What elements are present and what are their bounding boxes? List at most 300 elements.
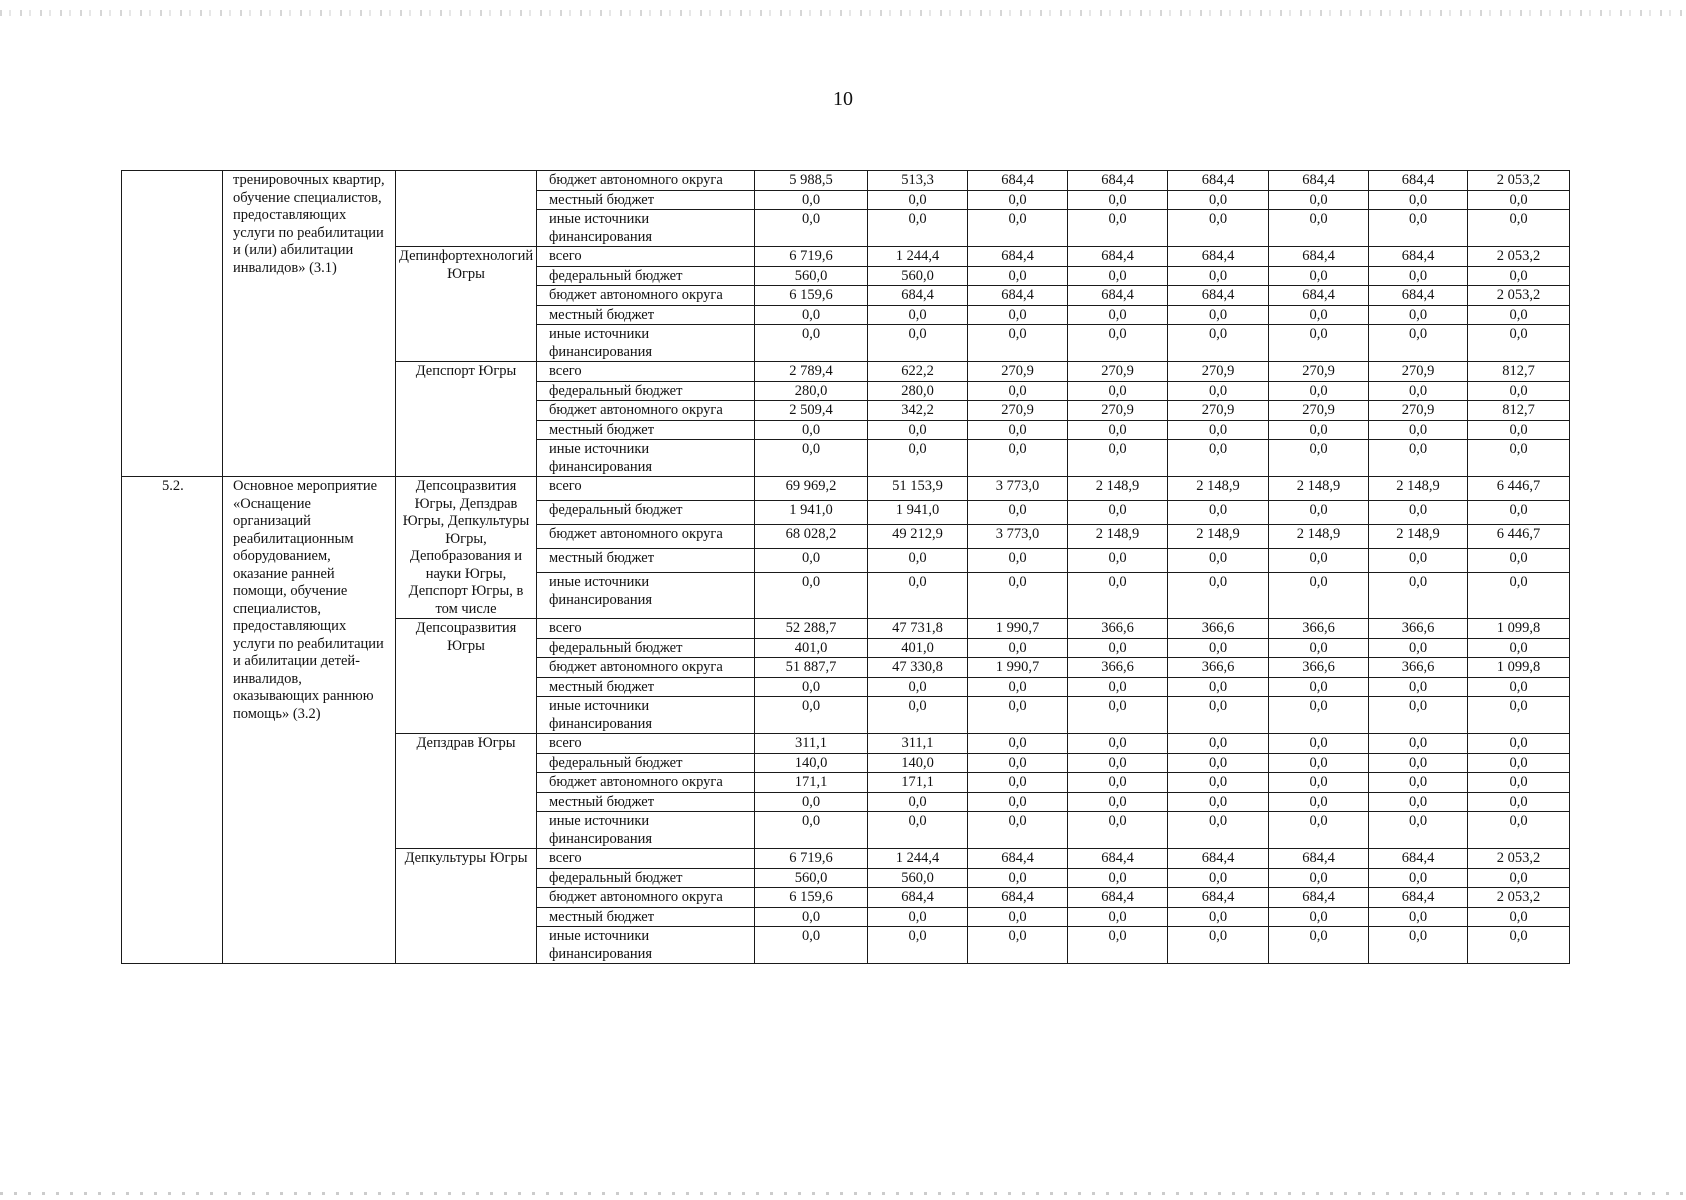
amount-cell: 684,4 — [1168, 247, 1269, 267]
amount-cell: 6 446,7 — [1468, 477, 1570, 501]
funding-source-cell: федеральный бюджет — [537, 638, 755, 658]
amount-cell: 0,0 — [1168, 773, 1269, 793]
amount-cell: 0,0 — [868, 305, 968, 325]
amount-cell: 684,4 — [1068, 171, 1168, 191]
amount-cell: 311,1 — [868, 734, 968, 754]
amount-cell: 140,0 — [868, 753, 968, 773]
amount-cell: 280,0 — [755, 381, 868, 401]
amount-cell: 0,0 — [1468, 440, 1570, 477]
amount-cell: 0,0 — [1068, 440, 1168, 477]
amount-cell: 0,0 — [755, 210, 868, 247]
funding-source-cell: всего — [537, 477, 755, 501]
amount-cell: 0,0 — [1168, 501, 1269, 525]
amount-cell: 2 148,9 — [1068, 525, 1168, 549]
amount-cell: 0,0 — [968, 677, 1068, 697]
amount-cell: 513,3 — [868, 171, 968, 191]
amount-cell: 270,9 — [1068, 362, 1168, 382]
amount-cell: 0,0 — [1369, 266, 1468, 286]
amount-cell: 1 099,8 — [1468, 658, 1570, 678]
amount-cell: 0,0 — [1068, 266, 1168, 286]
amount-cell: 0,0 — [968, 812, 1068, 849]
amount-cell: 0,0 — [1068, 573, 1168, 619]
amount-cell: 0,0 — [1468, 381, 1570, 401]
amount-cell: 684,4 — [1068, 849, 1168, 869]
amount-cell: 0,0 — [868, 907, 968, 927]
amount-cell: 0,0 — [755, 305, 868, 325]
amount-cell: 171,1 — [868, 773, 968, 793]
amount-cell: 0,0 — [1068, 927, 1168, 964]
amount-cell: 622,2 — [868, 362, 968, 382]
amount-cell: 684,4 — [1269, 247, 1369, 267]
amount-cell: 0,0 — [1468, 677, 1570, 697]
amount-cell: 0,0 — [1468, 697, 1570, 734]
amount-cell: 0,0 — [868, 549, 968, 573]
amount-cell: 0,0 — [1068, 792, 1168, 812]
amount-cell: 52 288,7 — [755, 619, 868, 639]
amount-cell: 2 148,9 — [1168, 525, 1269, 549]
amount-cell: 684,4 — [968, 888, 1068, 908]
amount-cell: 684,4 — [1068, 888, 1168, 908]
amount-cell: 0,0 — [1369, 549, 1468, 573]
funding-source-cell: бюджет автономного округа — [537, 888, 755, 908]
amount-cell: 0,0 — [868, 190, 968, 210]
amount-cell: 280,0 — [868, 381, 968, 401]
amount-cell: 0,0 — [1369, 420, 1468, 440]
amount-cell: 0,0 — [968, 697, 1068, 734]
amount-cell: 270,9 — [1168, 401, 1269, 421]
amount-cell: 0,0 — [968, 868, 1068, 888]
amount-cell: 0,0 — [968, 753, 1068, 773]
amount-cell: 0,0 — [1068, 638, 1168, 658]
amount-cell: 0,0 — [1168, 812, 1269, 849]
amount-cell: 0,0 — [1468, 325, 1570, 362]
amount-cell: 270,9 — [1269, 362, 1369, 382]
amount-cell: 0,0 — [755, 573, 868, 619]
amount-cell: 1 990,7 — [968, 658, 1068, 678]
amount-cell: 270,9 — [1068, 401, 1168, 421]
amount-cell: 270,9 — [1168, 362, 1269, 382]
amount-cell: 0,0 — [968, 773, 1068, 793]
amount-cell: 270,9 — [968, 401, 1068, 421]
amount-cell: 0,0 — [1168, 753, 1269, 773]
amount-cell: 270,9 — [1369, 401, 1468, 421]
amount-cell: 0,0 — [968, 190, 1068, 210]
amount-cell: 6 719,6 — [755, 247, 868, 267]
funding-source-cell: федеральный бюджет — [537, 868, 755, 888]
amount-cell: 684,4 — [1068, 286, 1168, 306]
funding-source-cell: местный бюджет — [537, 792, 755, 812]
amount-cell: 0,0 — [968, 305, 1068, 325]
amount-cell: 684,4 — [868, 888, 968, 908]
amount-cell: 0,0 — [1269, 210, 1369, 247]
amount-cell: 0,0 — [755, 677, 868, 697]
amount-cell: 560,0 — [868, 868, 968, 888]
amount-cell: 0,0 — [1269, 753, 1369, 773]
amount-cell: 0,0 — [755, 325, 868, 362]
amount-cell: 1 941,0 — [755, 501, 868, 525]
funding-source-cell: местный бюджет — [537, 907, 755, 927]
amount-cell: 0,0 — [1269, 305, 1369, 325]
amount-cell: 684,4 — [1269, 171, 1369, 191]
amount-cell: 0,0 — [1369, 440, 1468, 477]
funding-source-cell: иные источники финансирования — [537, 210, 755, 247]
amount-cell: 0,0 — [1369, 381, 1468, 401]
amount-cell: 0,0 — [1068, 907, 1168, 927]
amount-cell: 684,4 — [1269, 849, 1369, 869]
amount-cell: 47 731,8 — [868, 619, 968, 639]
amount-cell: 0,0 — [1168, 907, 1269, 927]
amount-cell: 0,0 — [1468, 573, 1570, 619]
amount-cell: 0,0 — [1369, 734, 1468, 754]
amount-cell: 0,0 — [1168, 440, 1269, 477]
amount-cell: 2 148,9 — [1068, 477, 1168, 501]
amount-cell: 684,4 — [1068, 247, 1168, 267]
amount-cell: 2 789,4 — [755, 362, 868, 382]
amount-cell: 0,0 — [1068, 210, 1168, 247]
amount-cell: 366,6 — [1168, 619, 1269, 639]
funding-source-cell: местный бюджет — [537, 305, 755, 325]
amount-cell: 171,1 — [755, 773, 868, 793]
amount-cell: 0,0 — [1068, 868, 1168, 888]
amount-cell: 0,0 — [1269, 325, 1369, 362]
amount-cell: 0,0 — [755, 792, 868, 812]
funding-source-cell: всего — [537, 734, 755, 754]
amount-cell: 0,0 — [1269, 549, 1369, 573]
amount-cell: 684,4 — [868, 286, 968, 306]
amount-cell: 51 887,7 — [755, 658, 868, 678]
amount-cell: 0,0 — [1369, 325, 1468, 362]
amount-cell: 0,0 — [1168, 210, 1269, 247]
amount-cell: 0,0 — [1269, 697, 1369, 734]
amount-cell: 366,6 — [1369, 658, 1468, 678]
amount-cell: 0,0 — [1269, 812, 1369, 849]
amount-cell: 366,6 — [1068, 658, 1168, 678]
amount-cell: 0,0 — [1369, 305, 1468, 325]
amount-cell: 0,0 — [1468, 190, 1570, 210]
funding-source-cell: иные источники финансирования — [537, 697, 755, 734]
amount-cell: 684,4 — [1369, 171, 1468, 191]
amount-cell: 0,0 — [1168, 638, 1269, 658]
amount-cell: 684,4 — [1168, 849, 1269, 869]
scan-artifact-bottom — [0, 1192, 1686, 1195]
amount-cell: 560,0 — [755, 266, 868, 286]
funding-source-cell: бюджет автономного округа — [537, 773, 755, 793]
amount-cell: 0,0 — [968, 501, 1068, 525]
amount-cell: 0,0 — [1468, 792, 1570, 812]
amount-cell: 0,0 — [755, 907, 868, 927]
measure-code-cell — [122, 171, 223, 477]
amount-cell: 0,0 — [1269, 907, 1369, 927]
funding-source-cell: федеральный бюджет — [537, 753, 755, 773]
funding-source-cell: бюджет автономного округа — [537, 525, 755, 549]
amount-cell: 0,0 — [1369, 753, 1468, 773]
funding-source-cell: бюджет автономного округа — [537, 171, 755, 191]
amount-cell: 0,0 — [1468, 638, 1570, 658]
amount-cell: 0,0 — [1269, 638, 1369, 658]
executor-cell — [396, 171, 537, 247]
amount-cell: 0,0 — [1468, 305, 1570, 325]
amount-cell: 0,0 — [1369, 677, 1468, 697]
amount-cell: 0,0 — [1168, 573, 1269, 619]
amount-cell: 684,4 — [1369, 286, 1468, 306]
amount-cell: 684,4 — [968, 247, 1068, 267]
amount-cell: 47 330,8 — [868, 658, 968, 678]
amount-cell: 684,4 — [1168, 171, 1269, 191]
amount-cell: 0,0 — [968, 549, 1068, 573]
amount-cell: 68 028,2 — [755, 525, 868, 549]
amount-cell: 0,0 — [1369, 697, 1468, 734]
amount-cell: 560,0 — [868, 266, 968, 286]
amount-cell: 5 988,5 — [755, 171, 868, 191]
amount-cell: 560,0 — [755, 868, 868, 888]
amount-cell: 0,0 — [1269, 792, 1369, 812]
amount-cell: 0,0 — [968, 440, 1068, 477]
amount-cell: 0,0 — [1068, 501, 1168, 525]
amount-cell: 0,0 — [1168, 792, 1269, 812]
amount-cell: 0,0 — [1168, 549, 1269, 573]
amount-cell: 3 773,0 — [968, 477, 1068, 501]
amount-cell: 0,0 — [868, 440, 968, 477]
amount-cell: 0,0 — [1468, 266, 1570, 286]
amount-cell: 0,0 — [1468, 773, 1570, 793]
amount-cell: 2 509,4 — [755, 401, 868, 421]
amount-cell: 0,0 — [868, 420, 968, 440]
amount-cell: 3 773,0 — [968, 525, 1068, 549]
amount-cell: 366,6 — [1068, 619, 1168, 639]
executor-cell: Депинфортехнологий Югры — [396, 247, 537, 362]
amount-cell: 0,0 — [1168, 927, 1269, 964]
amount-cell: 0,0 — [1168, 190, 1269, 210]
funding-source-cell: всего — [537, 362, 755, 382]
amount-cell: 401,0 — [868, 638, 968, 658]
amount-cell: 2 053,2 — [1468, 171, 1570, 191]
amount-cell: 0,0 — [1468, 812, 1570, 849]
amount-cell: 6 159,6 — [755, 888, 868, 908]
amount-cell: 2 053,2 — [1468, 286, 1570, 306]
amount-cell: 684,4 — [968, 171, 1068, 191]
amount-cell: 2 148,9 — [1369, 525, 1468, 549]
amount-cell: 0,0 — [1068, 190, 1168, 210]
amount-cell: 0,0 — [868, 812, 968, 849]
amount-cell: 0,0 — [755, 812, 868, 849]
amount-cell: 0,0 — [1168, 381, 1269, 401]
amount-cell: 0,0 — [868, 792, 968, 812]
funding-source-cell: бюджет автономного округа — [537, 401, 755, 421]
amount-cell: 0,0 — [868, 210, 968, 247]
amount-cell: 0,0 — [1369, 907, 1468, 927]
amount-cell: 0,0 — [1168, 420, 1269, 440]
amount-cell: 0,0 — [1068, 753, 1168, 773]
amount-cell: 342,2 — [868, 401, 968, 421]
amount-cell: 0,0 — [968, 381, 1068, 401]
amount-cell: 2 148,9 — [1269, 477, 1369, 501]
amount-cell: 140,0 — [755, 753, 868, 773]
executor-cell: Депспорт Югры — [396, 362, 537, 477]
amount-cell: 0,0 — [1468, 734, 1570, 754]
amount-cell: 0,0 — [1369, 501, 1468, 525]
amount-cell: 6 446,7 — [1468, 525, 1570, 549]
budget-table — [121, 170, 1570, 964]
funding-source-cell: местный бюджет — [537, 190, 755, 210]
amount-cell: 1 244,4 — [868, 247, 968, 267]
amount-cell: 684,4 — [968, 849, 1068, 869]
amount-cell: 0,0 — [868, 677, 968, 697]
amount-cell: 0,0 — [1068, 773, 1168, 793]
amount-cell: 0,0 — [1369, 812, 1468, 849]
table-row — [122, 477, 1570, 501]
funding-source-cell: всего — [537, 849, 755, 869]
amount-cell: 366,6 — [1269, 619, 1369, 639]
executor-cell: Депсоцразвития Югры, Депздрав Югры, Депкультуры Югры, Депобразования и науки Югры, Депспорт Югры, в том числе — [396, 477, 537, 619]
amount-cell: 0,0 — [1269, 773, 1369, 793]
executor-cell: Депздрав Югры — [396, 734, 537, 849]
amount-cell: 684,4 — [1369, 247, 1468, 267]
executor-cell: Депкультуры Югры — [396, 849, 537, 964]
amount-cell: 0,0 — [968, 420, 1068, 440]
amount-cell: 0,0 — [1269, 501, 1369, 525]
amount-cell: 0,0 — [1068, 734, 1168, 754]
amount-cell: 69 969,2 — [755, 477, 868, 501]
amount-cell: 0,0 — [1168, 734, 1269, 754]
amount-cell: 0,0 — [968, 573, 1068, 619]
amount-cell: 0,0 — [1068, 305, 1168, 325]
funding-source-cell: федеральный бюджет — [537, 266, 755, 286]
amount-cell: 0,0 — [968, 210, 1068, 247]
amount-cell: 0,0 — [1068, 549, 1168, 573]
amount-cell: 51 153,9 — [868, 477, 968, 501]
amount-cell: 2 148,9 — [1168, 477, 1269, 501]
amount-cell: 1 099,8 — [1468, 619, 1570, 639]
funding-source-cell: местный бюджет — [537, 420, 755, 440]
amount-cell: 0,0 — [1468, 907, 1570, 927]
amount-cell: 0,0 — [968, 638, 1068, 658]
table-body — [122, 171, 1570, 964]
amount-cell: 684,4 — [1269, 888, 1369, 908]
amount-cell: 0,0 — [1369, 190, 1468, 210]
amount-cell: 0,0 — [868, 573, 968, 619]
funding-source-cell: бюджет автономного округа — [537, 658, 755, 678]
amount-cell: 311,1 — [755, 734, 868, 754]
amount-cell: 0,0 — [968, 325, 1068, 362]
measure-description-cell: тренировочных квартир, обучение специалистов, предоставляющих услуги по реабилитации и (или) абилитации инвалидов» (3.1) — [223, 171, 396, 477]
amount-cell: 1 941,0 — [868, 501, 968, 525]
amount-cell: 6 719,6 — [755, 849, 868, 869]
amount-cell: 49 212,9 — [868, 525, 968, 549]
funding-source-cell: бюджет автономного округа — [537, 286, 755, 306]
amount-cell: 0,0 — [1269, 420, 1369, 440]
funding-source-cell: федеральный бюджет — [537, 381, 755, 401]
amount-cell: 1 244,4 — [868, 849, 968, 869]
amount-cell: 2 148,9 — [1369, 477, 1468, 501]
amount-cell: 0,0 — [1168, 266, 1269, 286]
amount-cell: 684,4 — [1369, 888, 1468, 908]
amount-cell: 1 990,7 — [968, 619, 1068, 639]
amount-cell: 0,0 — [968, 792, 1068, 812]
funding-source-cell: иные источники финансирования — [537, 573, 755, 619]
funding-source-cell: всего — [537, 247, 755, 267]
amount-cell: 0,0 — [1369, 573, 1468, 619]
amount-cell: 0,0 — [868, 927, 968, 964]
amount-cell: 270,9 — [968, 362, 1068, 382]
funding-source-cell: федеральный бюджет — [537, 501, 755, 525]
amount-cell: 0,0 — [968, 734, 1068, 754]
amount-cell: 366,6 — [1369, 619, 1468, 639]
funding-source-cell: иные источники финансирования — [537, 440, 755, 477]
amount-cell: 684,4 — [968, 286, 1068, 306]
amount-cell: 0,0 — [1269, 734, 1369, 754]
amount-cell: 0,0 — [1369, 792, 1468, 812]
amount-cell: 0,0 — [1468, 420, 1570, 440]
amount-cell: 0,0 — [868, 325, 968, 362]
amount-cell: 0,0 — [755, 549, 868, 573]
amount-cell: 0,0 — [1269, 190, 1369, 210]
amount-cell: 2 053,2 — [1468, 247, 1570, 267]
amount-cell: 0,0 — [1269, 381, 1369, 401]
funding-source-cell: иные источники финансирования — [537, 927, 755, 964]
amount-cell: 0,0 — [1269, 266, 1369, 286]
measure-code-cell: 5.2. — [122, 477, 223, 964]
measure-description-cell: Основное мероприятие «Оснащение организаций реабилитационным оборудованием, оказание ранней помощи, обучение специалистов, предоставляющих услуги по реабилитации и абилитации детей-инвалидов, оказывающих раннюю помощь» (3.2) — [223, 477, 396, 964]
amount-cell: 684,4 — [1269, 286, 1369, 306]
amount-cell: 812,7 — [1468, 362, 1570, 382]
amount-cell: 366,6 — [1269, 658, 1369, 678]
amount-cell: 0,0 — [1468, 549, 1570, 573]
amount-cell: 2 053,2 — [1468, 849, 1570, 869]
amount-cell: 0,0 — [968, 266, 1068, 286]
amount-cell: 366,6 — [1168, 658, 1269, 678]
amount-cell: 0,0 — [1269, 868, 1369, 888]
amount-cell: 0,0 — [1269, 440, 1369, 477]
amount-cell: 0,0 — [968, 927, 1068, 964]
amount-cell: 684,4 — [1168, 888, 1269, 908]
amount-cell: 0,0 — [1369, 868, 1468, 888]
scan-artifact-top — [0, 10, 1686, 16]
amount-cell: 0,0 — [1168, 325, 1269, 362]
funding-source-cell: местный бюджет — [537, 549, 755, 573]
amount-cell: 0,0 — [1468, 927, 1570, 964]
amount-cell: 0,0 — [1269, 927, 1369, 964]
table-row — [122, 171, 1570, 191]
amount-cell: 684,4 — [1369, 849, 1468, 869]
amount-cell: 0,0 — [755, 190, 868, 210]
amount-cell: 0,0 — [1068, 325, 1168, 362]
amount-cell: 0,0 — [1468, 501, 1570, 525]
funding-source-cell: всего — [537, 619, 755, 639]
funding-source-cell: местный бюджет — [537, 677, 755, 697]
amount-cell: 270,9 — [1269, 401, 1369, 421]
amount-cell: 6 159,6 — [755, 286, 868, 306]
amount-cell: 401,0 — [755, 638, 868, 658]
amount-cell: 0,0 — [1369, 638, 1468, 658]
amount-cell: 0,0 — [1068, 697, 1168, 734]
amount-cell: 0,0 — [1269, 573, 1369, 619]
amount-cell: 2 148,9 — [1269, 525, 1369, 549]
funding-source-cell: иные источники финансирования — [537, 325, 755, 362]
amount-cell: 0,0 — [1369, 210, 1468, 247]
amount-cell: 0,0 — [1468, 753, 1570, 773]
amount-cell: 0,0 — [1468, 210, 1570, 247]
amount-cell: 0,0 — [1168, 677, 1269, 697]
amount-cell: 2 053,2 — [1468, 888, 1570, 908]
amount-cell: 0,0 — [755, 927, 868, 964]
amount-cell: 0,0 — [1369, 773, 1468, 793]
executor-cell: Депсоцразвития Югры — [396, 619, 537, 734]
amount-cell: 0,0 — [1269, 677, 1369, 697]
amount-cell: 0,0 — [755, 440, 868, 477]
amount-cell: 0,0 — [1068, 812, 1168, 849]
amount-cell: 0,0 — [1168, 305, 1269, 325]
amount-cell: 270,9 — [1369, 362, 1468, 382]
